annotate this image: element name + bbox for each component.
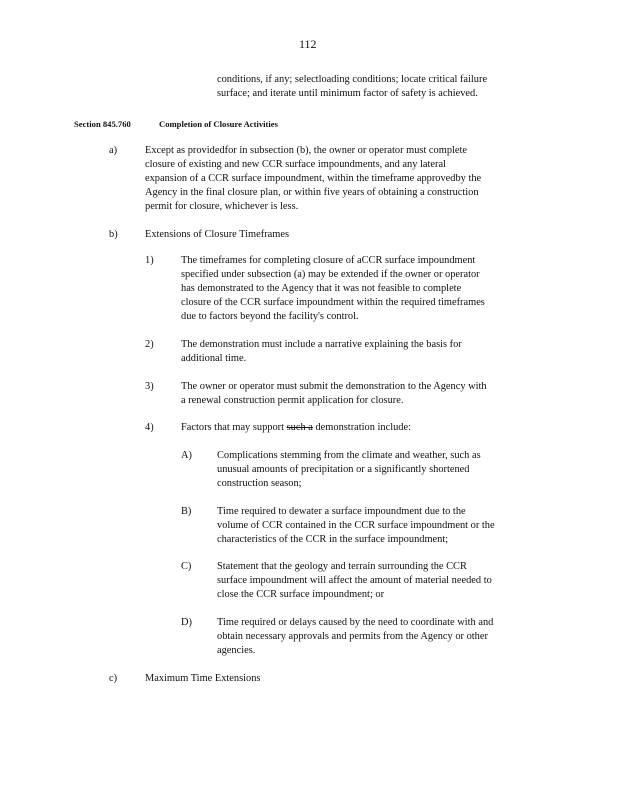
text-line: characteristics of the CCR in the surface impoundment;	[217, 534, 449, 545]
subitem-b-text	[217, 505, 495, 547]
text-line: a renewal construction permit application for closure.	[181, 395, 404, 406]
text-line: close the CCR surface impoundment; or	[217, 589, 385, 600]
text-line: Agency in the final closure plan, or within five years of obtaining a construction	[145, 187, 479, 198]
text-line: agencies.	[217, 645, 256, 656]
subsection-b-title: Extensions of Closure Timeframes	[145, 229, 290, 240]
item-label-1: 1)	[145, 255, 154, 266]
subitem-a-text	[217, 449, 481, 491]
text-line: permit for closure, whichever is less.	[145, 201, 299, 212]
text-line: Statement that the geology and terrain surrounding the CCR	[217, 561, 467, 572]
intro-paragraph	[217, 73, 487, 101]
subitem-label-c: C)	[181, 561, 192, 572]
text-run: Factors that may support	[181, 422, 287, 433]
subsection-label-a: a)	[109, 145, 118, 156]
page-number: 112	[299, 37, 317, 51]
text-line: closure of existing and new CCR surface impoundments, and any lateral	[145, 159, 446, 170]
text-line: surface; and iterate until minimum factor of safety is achieved.	[217, 88, 478, 99]
text-line: surface impoundment will affect the amount of material needed to	[217, 575, 492, 586]
text-line: expansion of a CCR surface impoundment, within the timeframe approvedby the	[145, 173, 482, 184]
text-line: closure of the CCR surface impoundment within the required timeframes	[181, 297, 485, 308]
subsection-label-c: c)	[109, 673, 118, 684]
section-number: Section 845.760	[74, 119, 131, 129]
item-label-4: 4)	[145, 422, 154, 433]
text-line: Complications stemming from the climate and weather, such as	[217, 450, 481, 461]
text-line: conditions, if any; selectloading conditions; locate critical failure	[217, 74, 488, 85]
subsection-a-text	[145, 144, 481, 214]
item-label-2: 2)	[145, 339, 154, 350]
text-line: The demonstration must include a narrative explaining the basis for	[181, 339, 462, 350]
text-line: Time required to dewater a surface impoundment due to the	[217, 506, 466, 517]
subsection-c-title: Maximum Time Extensions	[145, 673, 261, 684]
section-title: Completion of Closure Activities	[159, 119, 278, 129]
text-line: additional time.	[181, 353, 247, 364]
item-label-3: 3)	[145, 381, 154, 392]
text-line: volume of CCR contained in the CCR surface impoundment or the	[217, 520, 495, 531]
text-run: demonstration include:	[312, 422, 412, 433]
struck-text: such a	[286, 422, 313, 433]
subitem-d-text	[217, 616, 493, 658]
subitem-label-a: A)	[181, 450, 192, 461]
text-line: has demonstrated to the Agency that it was not feasible to complete	[181, 283, 462, 294]
text-line: specified under subsection (a) may be extended if the owner or operator	[181, 269, 480, 280]
item-4-text	[181, 421, 411, 435]
text-line: unusual amounts of precipitation or a significantly shortened	[217, 464, 470, 475]
item-3-text	[181, 380, 487, 408]
subitem-label-d: D)	[181, 617, 192, 628]
subsection-label-b: b)	[109, 229, 118, 240]
text-line: construction season;	[217, 478, 302, 489]
text-line: Except as providedfor in subsection (b), the owner or operator must complete	[145, 145, 468, 156]
subitem-c-text	[217, 560, 492, 602]
subitem-label-b: B)	[181, 506, 192, 517]
text-line: Time required or delays caused by the need to coordinate with and	[217, 617, 494, 628]
text-line: The timeframes for completing closure of aCCR surface impoundment	[181, 255, 476, 266]
item-1-text	[181, 254, 485, 324]
item-2-text	[181, 338, 462, 366]
text-line: obtain necessary approvals and permits from the Agency or other	[217, 631, 488, 642]
text-line: The owner or operator must submit the demonstration to the Agency with	[181, 381, 487, 392]
text-line: due to factors beyond the facility's control.	[181, 311, 359, 322]
